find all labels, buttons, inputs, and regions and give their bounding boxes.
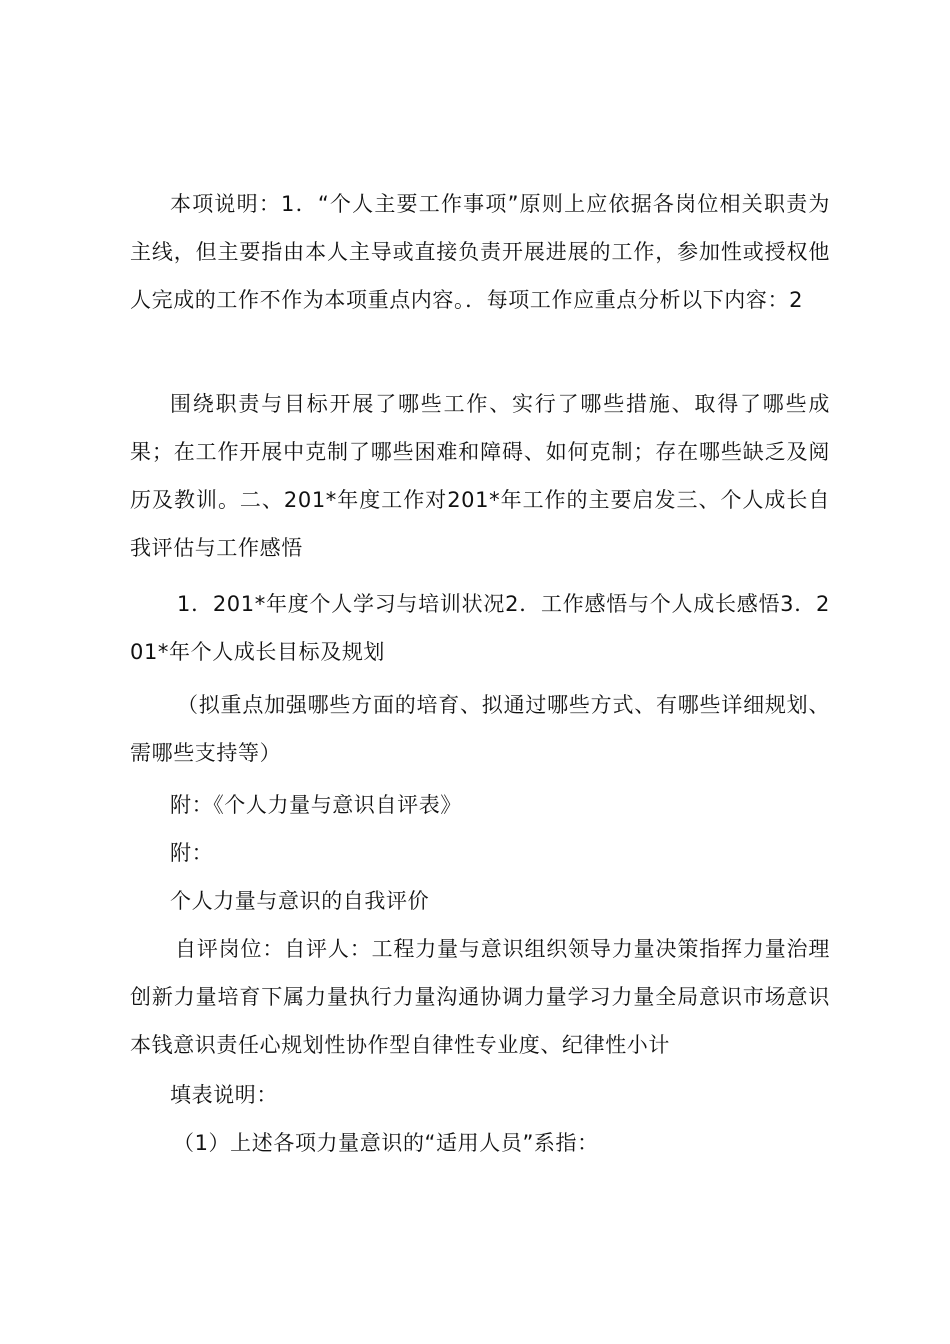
paragraph-attachment-title: 附：《个人力量与意识自评表》 <box>170 793 462 817</box>
paragraph-applicable-personnel: （1）上述各项力量意识的“适用人员”系指： <box>173 1131 599 1155</box>
paragraph-plan-note: （拟重点加强哪些方面的培育、拟通过哪些方式、有哪些详细规划、需哪些支持等） <box>130 693 830 765</box>
paragraph-work-analysis: 围绕职责与目标开展了哪些工作、实行了哪些措施、取得了哪些成果；在工作开展中克制了哪些困难和障碍、如何克制；存在哪些缺乏及阅历及教训。二、201*年度工作对201*年工作的主要启发三、个人成长自我评估与工作感悟 <box>130 392 830 560</box>
paragraph-learning-training: 1．201*年度个人学习与培训状况2．工作感悟与个人成长感悟3．201*年个人成长目标及规划 <box>130 592 830 664</box>
paragraph-self-evaluation-title: 个人力量与意识的自我评价 <box>170 889 430 913</box>
paragraph-fill-instructions: 填表说明： <box>170 1083 278 1107</box>
paragraph-self-evaluation-items: 自评岗位：自评人：工程力量与意识组织领导力量决策指挥力量治理创新力量培育下属力量执行力量沟通协调力量学习力量全局意识市场意识本钱意识责任心规划性协作型自律性专业度、纪律性小计 <box>130 937 830 1057</box>
paragraph-instructions: 本项说明：1．“个人主要工作事项”原则上应依据各岗位相关职责为主线，但主要指由本人主导或直接负责开展进展的工作，参加性或授权他人完成的工作不作为本项重点内容。．每项工作应重点分析以下内容：2 <box>130 192 830 312</box>
paragraph-attachment-label: 附： <box>170 841 214 865</box>
